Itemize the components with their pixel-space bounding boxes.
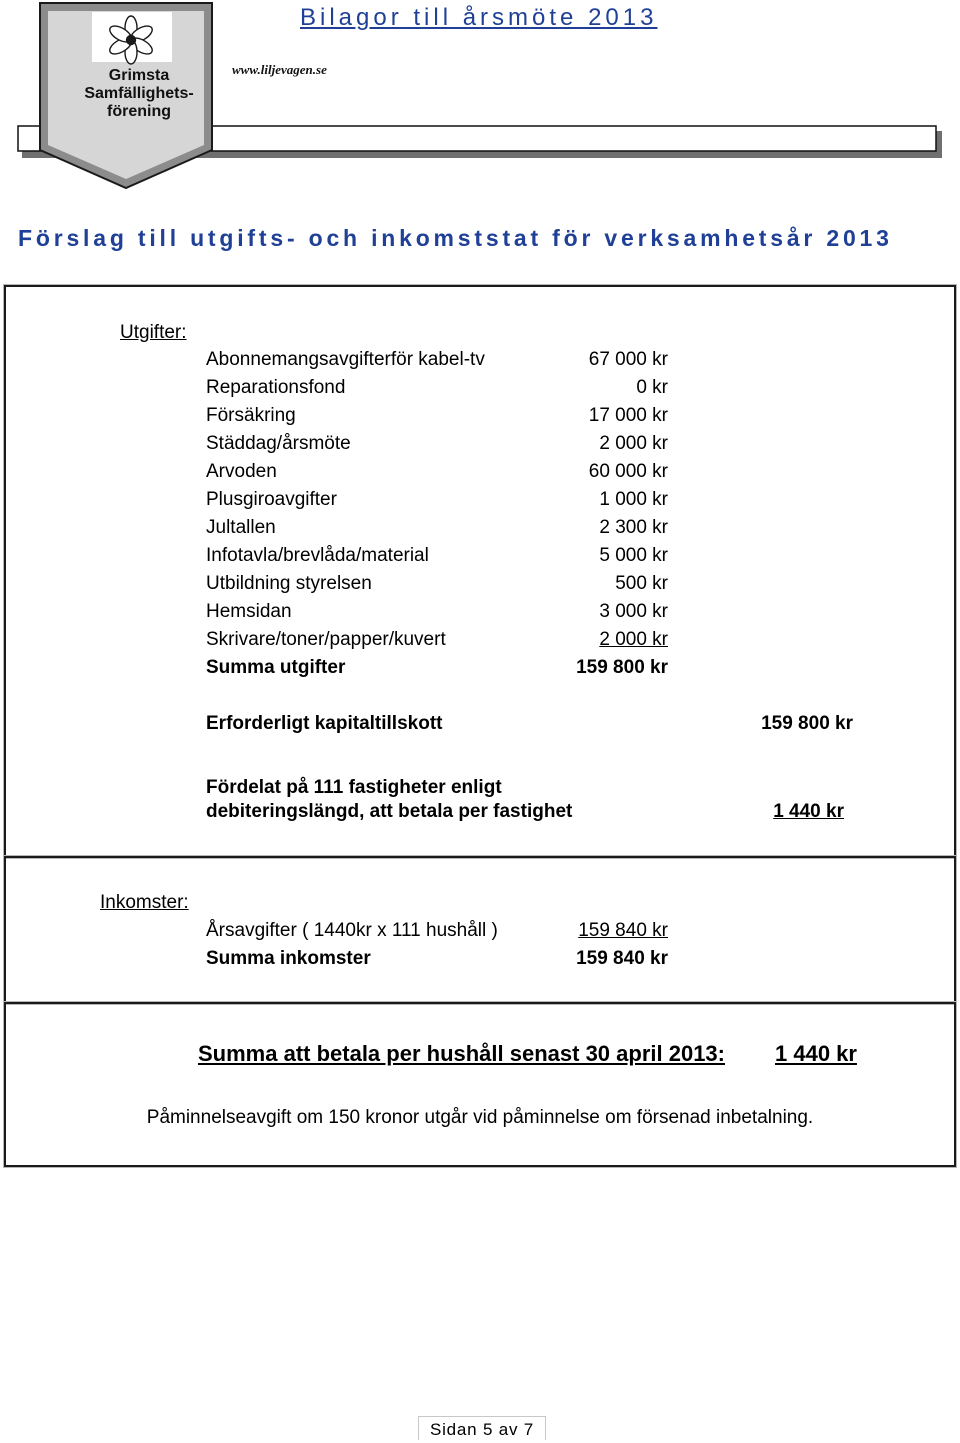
expense-amount: 17 000 kr (588, 405, 668, 426)
expense-amount: 67 000 kr (588, 349, 668, 370)
expense-label: Plusgiroavgifter (206, 489, 337, 510)
expense-amount: 500 kr (615, 573, 668, 594)
expense-row (206, 430, 668, 458)
expense-row (206, 374, 668, 402)
page-number: Sidan 5 av 7 (418, 1416, 546, 1440)
expense-label: Skrivare/toner/papper/kuvert (206, 629, 446, 650)
expense-label: Abonnemangsavgifterför kabel-tv (206, 349, 485, 370)
income-label: Årsavgifter ( 1440kr x 111 hushåll ) (206, 920, 498, 941)
expense-total-amount: 159 800 kr (576, 657, 668, 678)
capital-amount: 159 800 kr (761, 713, 853, 734)
income-total-amount: 159 840 kr (576, 948, 668, 969)
logo-text-line1: Grimsta (108, 67, 170, 84)
website-url: www.liljevagen.se (232, 62, 327, 77)
expense-label: Försäkring (206, 405, 296, 426)
income-amount: 159 840 kr (578, 920, 668, 941)
expense-amount: 2 000 kr (599, 433, 668, 454)
expense-row (206, 514, 668, 542)
income-list (206, 917, 668, 973)
logo-text-line2: Samfällighets- (84, 85, 194, 102)
expense-total-label: Summa utgifter (206, 657, 346, 678)
reminder-note: Påminnelseavgift om 150 kronor utgår vid påminnelse om försenad inbetalning. (146, 1107, 814, 1128)
income-total-label: Summa inkomster (206, 948, 371, 969)
expense-row (206, 570, 668, 598)
summary-frame (4, 1002, 956, 1167)
expense-label: Reparationsfond (206, 377, 346, 398)
expense-list (206, 346, 668, 682)
expense-amount: 2 300 kr (599, 517, 668, 538)
expense-label: Infotavla/brevlåda/material (206, 545, 429, 566)
income-row (206, 917, 668, 945)
expense-amount: 3 000 kr (599, 601, 668, 622)
expense-amount: 2 000 kr (599, 629, 668, 650)
per-property-label-line1: Fördelat på 111 fastigheter enligt (206, 777, 502, 798)
expense-row (206, 486, 668, 514)
summary-amount: 1 440 kr (775, 1041, 857, 1066)
income-total-row (206, 945, 668, 973)
expense-amount: 1 000 kr (599, 489, 668, 510)
expense-row (206, 626, 668, 654)
expense-label: Städdag/årsmöte (206, 433, 351, 454)
expense-label: Arvoden (206, 461, 277, 482)
expense-row (206, 598, 668, 626)
expense-label: Jultallen (206, 517, 276, 538)
per-property-amount: 1 440 kr (773, 801, 844, 822)
expense-row (206, 346, 668, 374)
per-property-label (206, 776, 572, 824)
income-heading: Inkomster: (100, 892, 189, 913)
expense-label: Hemsidan (206, 601, 292, 622)
logo-text-line3: förening (107, 103, 171, 120)
expense-row (206, 458, 668, 486)
expense-amount: 0 kr (636, 377, 668, 398)
expense-row (206, 402, 668, 430)
summary-label: Summa att betala per hushåll senast 30 april 2013: (198, 1041, 725, 1066)
expense-label: Utbildning styrelsen (206, 573, 372, 594)
logo (40, 3, 212, 188)
page-header-title: Bilagor till årsmöte 2013 (300, 4, 658, 31)
expense-row (206, 542, 668, 570)
capital-row (206, 710, 853, 738)
capital-label: Erforderligt kapitaltillskott (206, 713, 443, 734)
per-property-label-line2: debiteringslängd, att betala per fastighet (206, 801, 573, 822)
expense-total-row (206, 654, 668, 682)
expenses-heading: Utgifter: (120, 322, 187, 343)
document-title: Förslag till utgifts- och inkomststat för verksamhetsår 2013 (18, 225, 893, 251)
expense-amount: 5 000 kr (599, 545, 668, 566)
expense-amount: 60 000 kr (588, 461, 668, 482)
